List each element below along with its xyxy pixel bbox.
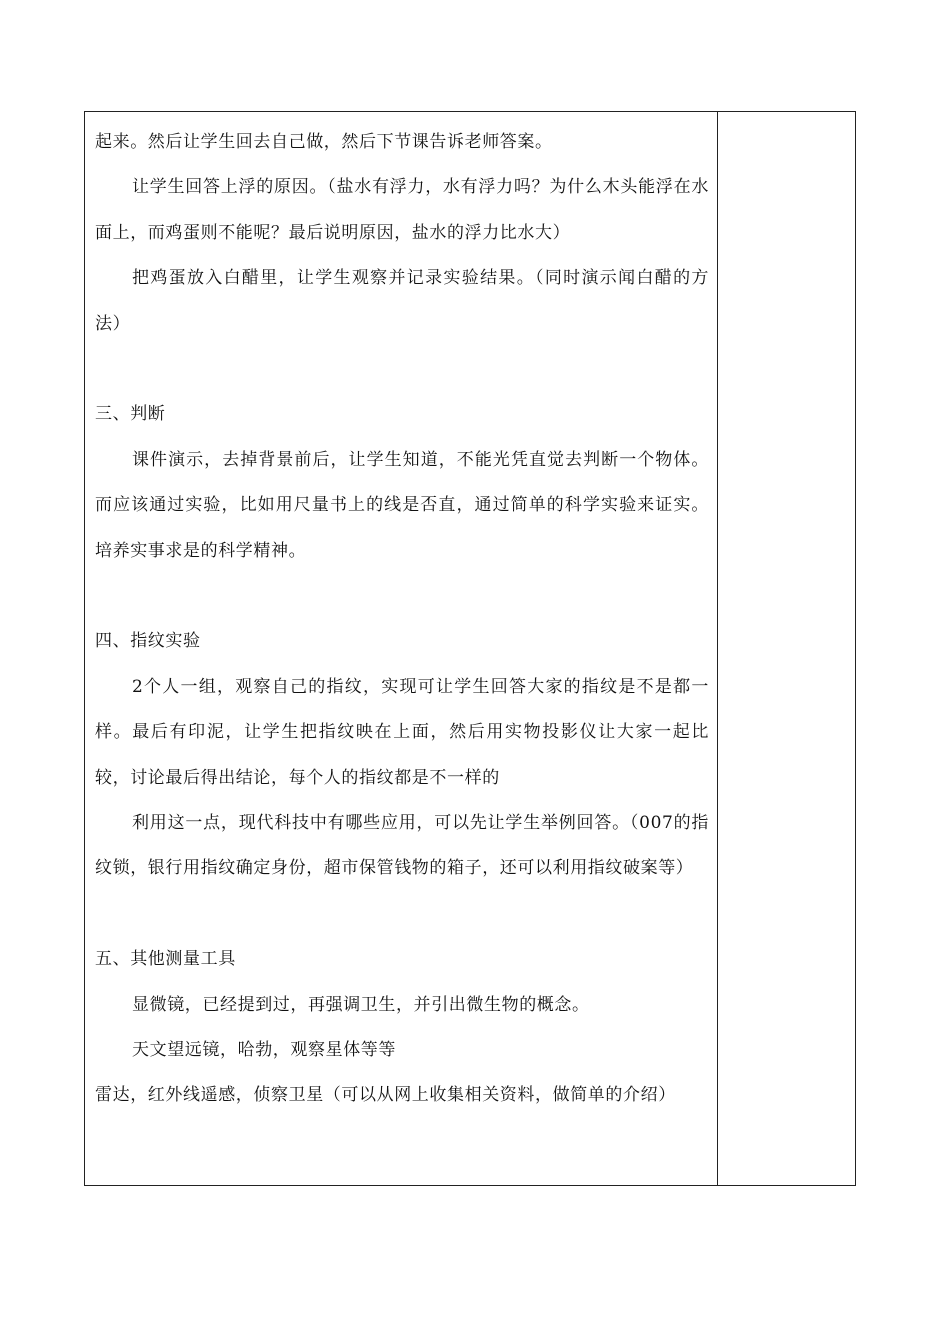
paragraph-telescope: 天文望远镜，哈勃，观察星体等等 — [132, 1040, 396, 1061]
paragraph-fingerprint: 2个人一组，观察自己的指纹，实现可让学生回答大家的指纹是不是都一样。最后有印泥，让学生把指纹映在上面，然后用实物投影仪让大家一起比较，讨论最后得出结论，每个人的指纹都是不一样的 — [95, 676, 709, 788]
section-heading-fingerprint: 四、指纹实验 — [95, 631, 201, 652]
blank-line — [95, 347, 709, 392]
paragraph-vinegar: 把鸡蛋放入白醋里，让学生观察并记录实验结果。（同时演示闻白醋的方法） — [95, 268, 709, 334]
paragraph-judge: 课件演示，去掉背景前后，让学生知道，不能光凭直觉去判断一个物体。而应该通过实验，比如用尺量书上的线是否直，通过简单的科学实验来证实。培养实事求是的科学精神。 — [95, 449, 709, 561]
lesson-table — [84, 111, 856, 1186]
paragraph-intro: 起来。然后让学生回去自己做，然后下节课告诉老师答案。 — [95, 132, 553, 152]
paragraph-float-reason: 让学生回答上浮的原因。（盐水有浮力，水有浮力吗？为什么木头能浮在水面上，而鸡蛋则不能呢？最后说明原因，盐水的浮力比水大） — [95, 177, 709, 243]
paragraph-radar: 雷达，红外线遥感，侦察卫星（可以从网上收集相关资料，做简单的介绍） — [95, 1085, 676, 1106]
section-heading-tools: 五、其他测量工具 — [95, 949, 236, 970]
lesson-content-cell — [85, 112, 717, 1185]
paragraph-microscope: 显微镜，已经提到过，再强调卫生，并引出微生物的概念。 — [132, 994, 590, 1015]
paragraph-application: 利用这一点，现代科技中有哪些应用，可以先让学生举例回答。（007的指纹锁，银行用指纹确定身份，超市保管钱物的箱子，还可以利用指纹破案等） — [95, 813, 709, 879]
blank-line — [95, 892, 709, 937]
notes-cell — [718, 112, 855, 1185]
section-heading-judge: 三、判断 — [95, 404, 166, 425]
blank-line — [95, 574, 709, 619]
